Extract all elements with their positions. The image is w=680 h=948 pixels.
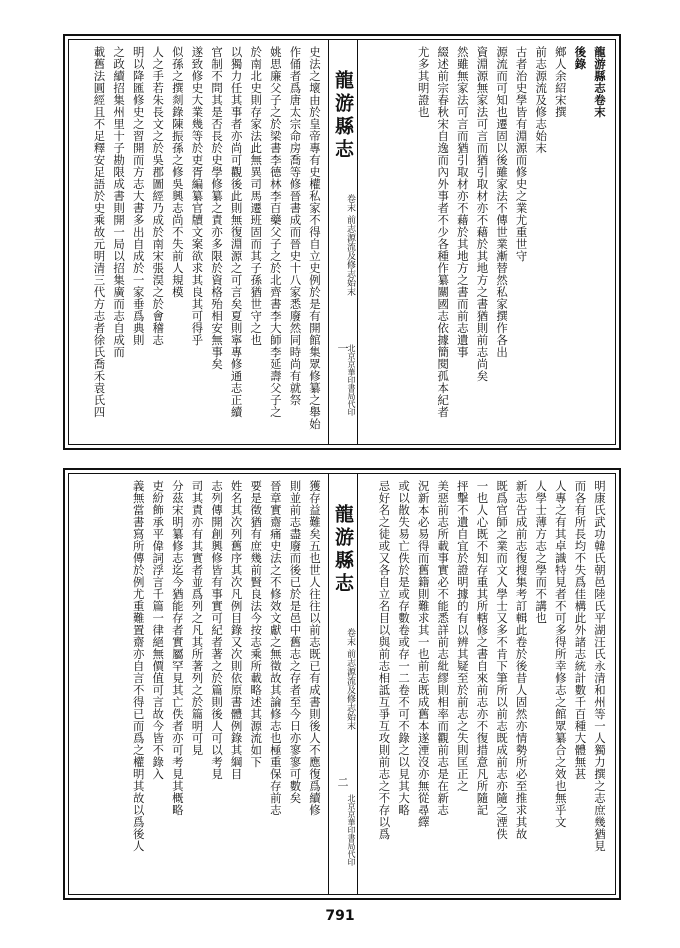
text-column: 遂致修史大業幾等於吏胥編纂官牘文案欲求其良其可得乎 bbox=[190, 46, 205, 346]
text-column: 況新本必易得而舊籍則難求其一也前志既成舊本遂湮沒亦無從尋繹 bbox=[416, 480, 431, 828]
text-column: 人之手若朱長文之於吳郡圖經乃成於南宋張淏之於會稽志 bbox=[151, 46, 166, 346]
band-title: 龍游縣志 bbox=[332, 504, 354, 596]
band-title: 龍游縣志 bbox=[332, 70, 354, 162]
text-column: 姓名其次列舊序其次凡例目錄又次則依原書體例錄其綱目 bbox=[229, 480, 244, 780]
text-column: 資淵源無家法可言而猶引取材亦不藉於其地方之書猶則前志尚矣 bbox=[475, 46, 490, 382]
section-heading: 後錄 bbox=[573, 46, 588, 70]
band-volume-label: 卷末 bbox=[345, 194, 355, 213]
bottom-left-half bbox=[69, 474, 342, 894]
text-column: 古者治史學皆有淵源而修史之業尤重世守 bbox=[514, 46, 529, 262]
text-column: 明康氏武功韓氏朝邑陸氏平湖汪氏永清和州等一人獨力撰之志庶幾猶見 bbox=[593, 480, 607, 852]
text-column: 吏紛飾承平偉詞浮言千篇一律絕無價值可言故今皆不錄入 bbox=[151, 480, 166, 780]
text-column: 司其責亦有其實者並爲列之凡其所著列之於篇明可見 bbox=[190, 480, 205, 756]
subsection-heading: 前志源流及修志始末 bbox=[534, 46, 549, 154]
text-column: 之政續招集州里十子勘限成書則開一局以招集廣而志自成而 bbox=[112, 46, 127, 358]
text-column: 官制不問其是否長於史學修纂之責亦多限於資格殆相安無事矣 bbox=[210, 46, 225, 370]
text-column: 要是徵猶有庶幾前賢良法今按志乘所載略述其源流如下 bbox=[249, 480, 264, 768]
text-column: 既爲官師之業而文人學士又多不肯下筆所以前志既成前志亦隨之湮佚 bbox=[495, 480, 510, 840]
bottom-page-frame bbox=[68, 473, 616, 895]
text-column: 然雖無家法可言而猶引取材亦不藉於其地方之書而前志遺事 bbox=[455, 46, 470, 358]
text-column: 而各有所長均不失爲佳構此外諸志統計數千百種大體無甚 bbox=[573, 480, 588, 780]
band-publisher: 北京京華印書局代印 bbox=[347, 794, 356, 866]
text-column: 則並前志盡廢而後已於是邑中舊志之存者至今日亦寥寥可數矣 bbox=[288, 480, 303, 804]
text-column: 載舊法圓經且不足釋安足語於史乘故元明清三代方志者徐氏喬禾袁氏四 bbox=[92, 46, 107, 418]
bottom-right-text bbox=[360, 480, 609, 888]
text-column: 忌好名之徒或又各自立名目以與前志相詆互爭互攻則前志之不存以爲 bbox=[377, 480, 392, 840]
top-right-text bbox=[360, 46, 609, 438]
text-column: 人專之有其卓識特見者不可多得所幸修志之館眾纂合之效也無乎文 bbox=[553, 480, 568, 828]
text-column: 綴述前宗春秋宋自逸而內外事者不少各種作纂關國志依據簡閱孤本紀者 bbox=[436, 46, 451, 418]
bottom-right-half bbox=[342, 474, 615, 894]
top-page-frame bbox=[68, 39, 616, 445]
top-page bbox=[63, 34, 621, 450]
text-column: 義無當書寫所傳於例尤重難置齋亦自言不得已而爲之權明其故以爲後人 bbox=[131, 480, 146, 852]
text-column: 抨擊不遺自宜於證明據的有以辨其疑至於前志之失則匡正之 bbox=[455, 480, 470, 792]
page-number: 791 bbox=[325, 908, 355, 924]
band-volume-label: 卷末 bbox=[345, 628, 355, 647]
text-column: 分茲宋明纂修志迄今猶能存者實屬罕見其亡佚者亦可考見其概略 bbox=[170, 480, 185, 816]
text-column: 美惡前志所載事實必不能悉詳前志紕繆則相率而觀前志是在新志 bbox=[436, 480, 451, 816]
text-column: 明以降匯修史之習開而方志大書多出自成於一家垂爲典則 bbox=[131, 46, 146, 346]
text-column: 志列傳開創興修皆有事實可紀者著之於篇則後人可以考見 bbox=[210, 480, 225, 780]
top-right-half bbox=[342, 40, 615, 444]
bottom-page bbox=[63, 468, 621, 900]
band-publisher: 北京京華印書局代印 bbox=[347, 344, 356, 416]
text-column: 源流而可知也遷固以後雖家法不傳世業漸替然私家撰作各出 bbox=[495, 46, 510, 358]
text-column: 或以散失易亡佚於是或存數卷或存一二卷不可不錄之以見其大略 bbox=[397, 480, 412, 816]
text-column: 史法之壞由於皇帝專有史權私家不得自立史例於是有開館集眾修纂之舉始 bbox=[308, 46, 322, 430]
text-column: 人學士薄方志之學而不講也 bbox=[534, 480, 549, 624]
band-subtitle: 前志源流及修志始末 bbox=[345, 214, 355, 296]
text-column: 一也人心既不知存重其所轄修之書自來前志亦不復措意凡所隨記 bbox=[475, 480, 490, 816]
text-column: 獲存益難矣五也世人往往以前志既已有成書則後人不應復爲續修 bbox=[308, 480, 322, 816]
text-column: 於南北史則存家法此無異司馬遷班固而其子孫猶世守之也 bbox=[249, 46, 264, 346]
bottom-left-text bbox=[75, 480, 324, 888]
text-column: 作俑者爲唐太宗命房喬等修晉書成而晉史十八家悉廢然同時尚有就祭 bbox=[288, 46, 303, 406]
band-page-no: 一 bbox=[337, 342, 349, 355]
band-subtitle: 前志源流及修志始末 bbox=[345, 648, 355, 730]
volume-heading: 龍游縣志卷末 bbox=[593, 46, 607, 118]
band-page-no: 二 bbox=[337, 776, 349, 789]
text-column: 以獨力任其事者亦尚可觀後此則無復淵源之可言矣夏則寧專修通志正續 bbox=[229, 46, 244, 418]
text-column: 晉章實齋痛史法之不修效文獻之無徵故其論修志也極重保存前志 bbox=[268, 480, 283, 816]
top-left-text bbox=[75, 46, 324, 438]
text-column: 似孫之撰剡錄陳振孫之修吳興志尚不失前人規模 bbox=[170, 46, 185, 298]
top-left-half bbox=[69, 40, 342, 444]
text-column: 尤多其明證也 bbox=[416, 46, 431, 118]
text-column: 姚思廉父子之於梁書李德林李百藥父子之於北齊書李大師李延壽父子之 bbox=[268, 46, 283, 418]
text-column: 新志告成前志復搜集考訂輯此卷於後昔人固然亦情勢所必至推求其故 bbox=[514, 480, 529, 840]
author-line: 鄉人余紹宋撰 bbox=[553, 46, 568, 118]
